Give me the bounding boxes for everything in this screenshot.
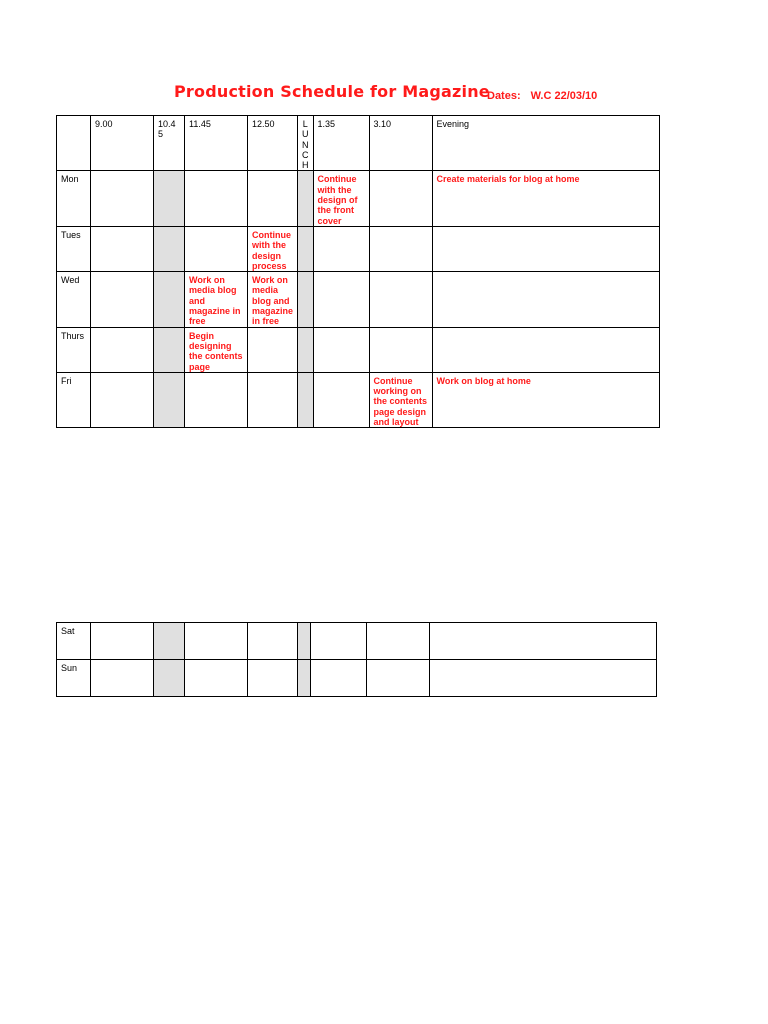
lunch-cell [298,327,314,372]
table-cell [185,372,248,427]
table-cell [248,327,298,372]
table-cell [91,226,154,271]
lunch-cell [298,226,314,271]
column-header: 12.50 [248,116,298,171]
table-cell [311,623,367,660]
dates-label: Dates: [487,90,521,102]
table-cell [154,327,185,372]
table-cell [369,226,432,271]
table-cell [91,171,154,226]
task-cell: Work on media blog and magazine in free [185,272,248,327]
table-cell [91,327,154,372]
dates-value: W.C 22/03/10 [530,90,598,102]
evening-cell: Work on blog at home [432,372,659,427]
table-cell [369,272,432,327]
evening-cell [432,272,659,327]
task-cell: Continue working on the contents page design and layout [369,372,432,427]
day-cell: Sun [57,660,91,697]
task-cell: Continue with the design of the front cover [313,171,369,226]
table-cell [154,272,185,327]
day-cell: Wed [57,272,91,327]
day-cell: Tues [57,226,91,271]
table-cell [313,327,369,372]
table-cell [91,372,154,427]
task-cell: Continue with the design process [248,226,298,271]
lunch-text: L U N C H [302,119,309,171]
lunch-cell [298,272,314,327]
corner-cell [57,116,91,171]
lunch-cell [298,171,314,226]
table-cell [311,660,367,697]
table-cell [369,171,432,226]
evening-cell [432,327,659,372]
table-row [57,171,660,226]
task-cell: Begin designing the contents page [185,327,248,372]
column-header: 3.10 [369,116,432,171]
column-header [154,116,185,171]
table-cell [313,372,369,427]
evening-cell [432,226,659,271]
column-header-text: 10.4 5 [158,119,176,140]
table-cell [248,372,298,427]
table-cell [248,660,298,697]
table-cell [248,171,298,226]
lunch-cell [298,660,311,697]
table-cell [91,272,154,327]
table-cell [91,660,154,697]
table-row [57,327,660,372]
table-cell [185,171,248,226]
table-cell [154,372,185,427]
day-cell: Thurs [57,327,91,372]
dates-line [487,90,597,102]
task-cell: Work on media blog and magazine in free [248,272,298,327]
table-cell [154,623,185,660]
table-cell [369,327,432,372]
table-cell [154,660,185,697]
column-header: 1.35 [313,116,369,171]
lunch-cell [298,372,314,427]
table-cell [313,272,369,327]
table-cell [154,171,185,226]
table-cell [91,623,154,660]
weekend-table [56,622,657,697]
table-cell [367,623,430,660]
column-header: 9.00 [91,116,154,171]
table-cell [185,623,248,660]
table-cell [367,660,430,697]
page-title: Production Schedule for Magazine [174,82,490,101]
table-row [57,623,657,660]
evening-cell [430,660,657,697]
table-row [57,226,660,271]
day-cell: Fri [57,372,91,427]
schedule-table [56,115,660,428]
header-row [57,116,660,171]
day-cell: Sat [57,623,91,660]
table-cell [248,623,298,660]
day-cell: Mon [57,171,91,226]
table-row [57,372,660,427]
table-row [57,272,660,327]
column-header: Evening [432,116,659,171]
table-cell [185,660,248,697]
evening-cell: Create materials for blog at home [432,171,659,226]
evening-cell [430,623,657,660]
table-cell [185,226,248,271]
lunch-header [298,116,314,171]
column-header: 11.45 [185,116,248,171]
table-row [57,660,657,697]
table-cell [313,226,369,271]
lunch-cell [298,623,311,660]
table-cell [154,226,185,271]
